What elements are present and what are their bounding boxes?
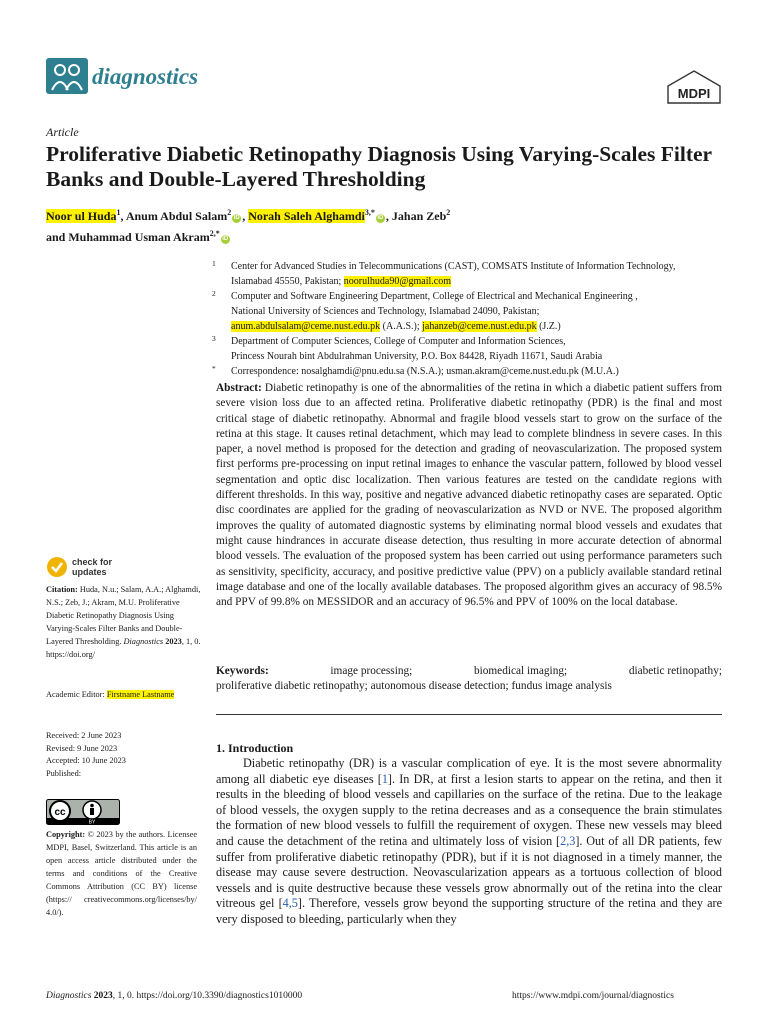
affiliation-3 <box>212 334 732 364</box>
author-sup: 1 <box>116 208 121 217</box>
author-name[interactable]: Norah Saleh Alghamdi <box>248 209 365 223</box>
email-link[interactable]: jahanzeb@ceme.nust.edu.pk <box>422 321 537 332</box>
body-text: ]. Therefore, vessels grow beyond the supporting structure of the retina and they are very disposed to bleeding, particularly when they <box>216 896 723 926</box>
citation-link[interactable]: 1 <box>381 771 388 786</box>
author-line-2 <box>46 225 726 246</box>
affiliation-number: 2 <box>212 289 216 298</box>
orcid-icon[interactable]: iD <box>222 236 229 242</box>
affiliations <box>212 259 732 379</box>
article-type: Article <box>46 125 79 139</box>
footer-citation <box>46 991 302 1001</box>
footer-journal-url[interactable]: https://www.mdpi.com/journal/diagnostics <box>512 991 674 1001</box>
publisher-name: MDPI <box>677 86 711 101</box>
correspondence <box>212 364 732 379</box>
author-initials: (J.Z.) <box>539 321 561 332</box>
orcid-icon[interactable]: iD <box>233 215 240 221</box>
affiliation-text: Islamabad 45550, Pakistan; <box>231 276 342 287</box>
author-name[interactable]: Anum Abdul Salam <box>125 209 228 223</box>
affiliation-2 <box>212 289 732 334</box>
affiliation-number: 1 <box>212 259 216 268</box>
email-link[interactable]: noorulhuda90@gmail.com <box>343 276 452 287</box>
revised-date: Revised: 9 June 2023 <box>46 743 118 753</box>
body-text: ]. Out of all DR patients, few suffer from proliferative diabetic retinopathy (PDR), but if it is not diagnosed in a timely manner, the disease may cause severe destruction. Neovascularization appears as a tortuous collection of blood vessels and is quite destructive because these vessels grow abnormally out of the retina into the clear vitreous gel [ <box>216 833 722 911</box>
abstract-text: Diabetic retinopathy is one of the abnormalities of the retina in which a diabetic patient suffers from severe vision loss due to an affected retina. Proliferative diabetic retinopathy (PDR) is the final and most critical stage of diabetic retinopathy. Abnormal and fragile blood vessels start to grow on the surface of the retina at this stage. It causes retinal detachment, which may lead to complete blindness in severe cases. In this paper, a novel method is proposed for the detection and grading of neovascularization. The proposed system first performs pre-processing on input retinal images to enhance the vascular pattern, followed by blood vessel segmentation and optic disc localization. Then various features are tested on the candidate regions with different thresholds. In this way, positive and negative advanced diabetic retinopathy cases are separated. Optic disc coordinates are applied for the grading of neovascularization as NVD or NVE. The proposed algorithm improves the quality of automated diagnostic systems by eliminating normal blood vessels and exudates that might cause hindrances in accurate disease detection, thus resulting in more accurate detection of abnormal blood vessels. The evaluation of the proposed system has been carried out using performance parameters such as sensitivity, specificity, accuracy, and positive predictive value (PPV) on a publicly available standard retinal image database and one of the locally available databases. The proposed algorithm gives an accuracy of 98.5% and PPV of 99.8% on MESSIDOR and an accuracy of 96.5% and PPV of 100% on the local database. <box>216 382 722 609</box>
citation-link[interactable]: 2,3 <box>560 833 576 848</box>
check-for-updates-button[interactable] <box>46 556 112 578</box>
author-sup: 2 <box>446 208 451 217</box>
introduction-paragraph <box>216 756 722 928</box>
body-text: ]. In DR, at first a lesion starts to appear on the retina, and then it results in the bleeding of blood vessels and capillaries on the surface of the retina. Due to the leakage of blood vessels, the oxygen supply to the retina decreases and as a consequence the brain stimulates the formation of new blood vessels to fulfill the requirement of oxygen. These new vessels may bleed and cause the detachment of the retina and ultimately loss of vision [ <box>216 771 722 848</box>
affiliation-text: Princess Nourah bint Abdulrahman University, P.O. Box 84428, Riyadh 11671, Saudi Arabia <box>231 351 603 362</box>
author-sup: 2,* <box>209 229 220 238</box>
check-updates-text: updates <box>72 567 107 577</box>
journal-logo-icon <box>46 58 88 99</box>
affiliation-text: Department of Computer Sciences, College of Computer and Information Sciences, <box>231 336 566 347</box>
journal-name: diagnostics <box>92 64 199 89</box>
keyword: image processing; <box>330 665 413 677</box>
check-updates-text: check for <box>72 557 113 567</box>
citation-text: Huda, N.u.; Salam, A.A.; Alghamdi, N.S.; Zeb, J.; Akram, M.U. Proliferative Diabetic Retinopathy Diagnosis Using Varying-Scales Filter Banks and Double-Layered Thresholding. <box>46 585 201 646</box>
footer-year: 2023 <box>93 991 113 1001</box>
mdpi-logo <box>666 70 722 109</box>
author-name[interactable]: and Muhammad Usman Akram <box>46 230 210 244</box>
email-link[interactable]: anum.abdulsalam@ceme.nust.edu.pk <box>231 321 381 332</box>
academic-editor <box>46 690 206 699</box>
received-date: Received: 2 June 2023 <box>46 731 122 740</box>
citation-doi[interactable]: , 1, 0. https://doi.org/ <box>46 637 201 659</box>
author-initials: (A.A.S.); <box>382 321 420 332</box>
abstract-label: Abstract: <box>216 382 262 394</box>
author-sup: 3,* <box>364 208 375 217</box>
author-sup: 2 <box>227 208 232 217</box>
check-updates-label <box>72 557 112 577</box>
citation-year: 2023 <box>165 637 182 646</box>
correspondence-text: Correspondence: nosalghamdi@pnu.edu.sa (N.S.A.); usman.akram@ceme.nust.edu.pk (M.U.A.) <box>231 366 619 377</box>
affiliation-text: Computer and Software Engineering Department, College of Electrical and Mechanical Engineering , <box>231 291 638 302</box>
correspondence-mark: * <box>212 364 216 373</box>
copyright-label: Copyright: <box>46 830 86 839</box>
editor-name: Firstname Lastname <box>106 690 175 699</box>
author-name[interactable]: Jahan Zeb <box>391 209 447 223</box>
affiliation-number: 3 <box>212 334 216 343</box>
svg-text:BY: BY <box>88 819 96 825</box>
publication-dates <box>46 730 126 781</box>
footer-journal: Diagnostics <box>46 991 92 1001</box>
abstract <box>216 381 722 610</box>
affiliation-text: Center for Advanced Studies in Telecommunications (CAST), COMSATS Institute of Information Technology, <box>231 261 676 272</box>
citation-link[interactable]: 4,5 <box>282 896 298 911</box>
keyword-line: proliferative diabetic retinopathy; autonomous disease detection; fundus image analysis <box>216 680 612 693</box>
keywords-label: Keywords: <box>216 665 269 677</box>
body-text: Diabetic retinopathy (DR) is a vascular complication of eye. It is the most severe abnormality among all diabetic eye diseases [ <box>216 756 722 786</box>
section-divider <box>216 714 722 715</box>
orcid-icon[interactable]: iD <box>377 215 384 221</box>
author-line-1: Noor ul Huda$^1$, Anum Abdul Salam$^2$iD , Norah Saleh Alghamdi$^{3,*}$iD , Jahan Zeb$^2$ <box>46 208 451 223</box>
affiliation-text: National University of Sciences and Technology, Islamabad 24090, Pakistan; <box>231 306 540 317</box>
editor-label: Academic Editor: <box>46 690 105 699</box>
copyright-text: © 2023 by the authors. Licensee MDPI, Basel, Switzerland. This article is an open access article distributed under the terms and conditions of the Creative Commons Attribution (CC BY) license (https:// creativecommons.org/licenses/by/ 4.0/). <box>46 830 197 917</box>
affiliation-1 <box>212 259 732 289</box>
check-updates-icon <box>46 556 68 578</box>
keyword: biomedical imaging; <box>473 665 568 677</box>
keyword: diabetic retinopathy; <box>628 665 722 677</box>
author-list <box>46 204 726 246</box>
citation-block <box>46 583 202 661</box>
section-heading: 1. Introduction <box>216 741 294 755</box>
paper-title: Proliferative Diabetic Retinopathy Diagnosis Using Varying-Scales Filter Banks and Double-Layered Thresholding <box>46 142 712 191</box>
accepted-date: Accepted: 10 June 2023 <box>46 756 126 766</box>
keywords <box>216 664 722 695</box>
footer-doi[interactable]: , 1, 0. https://doi.org/10.3390/diagnostics1010000 <box>112 991 303 1001</box>
copyright-notice <box>46 828 197 919</box>
citation-label: Citation: <box>46 585 78 594</box>
published-date: Published: <box>46 769 82 779</box>
citation-journal: Diagnostics <box>123 637 164 646</box>
cc-by-license-icon[interactable] <box>46 799 120 830</box>
svg-text:cc: cc <box>54 807 66 818</box>
author-name[interactable]: Noor ul Huda <box>46 209 117 223</box>
